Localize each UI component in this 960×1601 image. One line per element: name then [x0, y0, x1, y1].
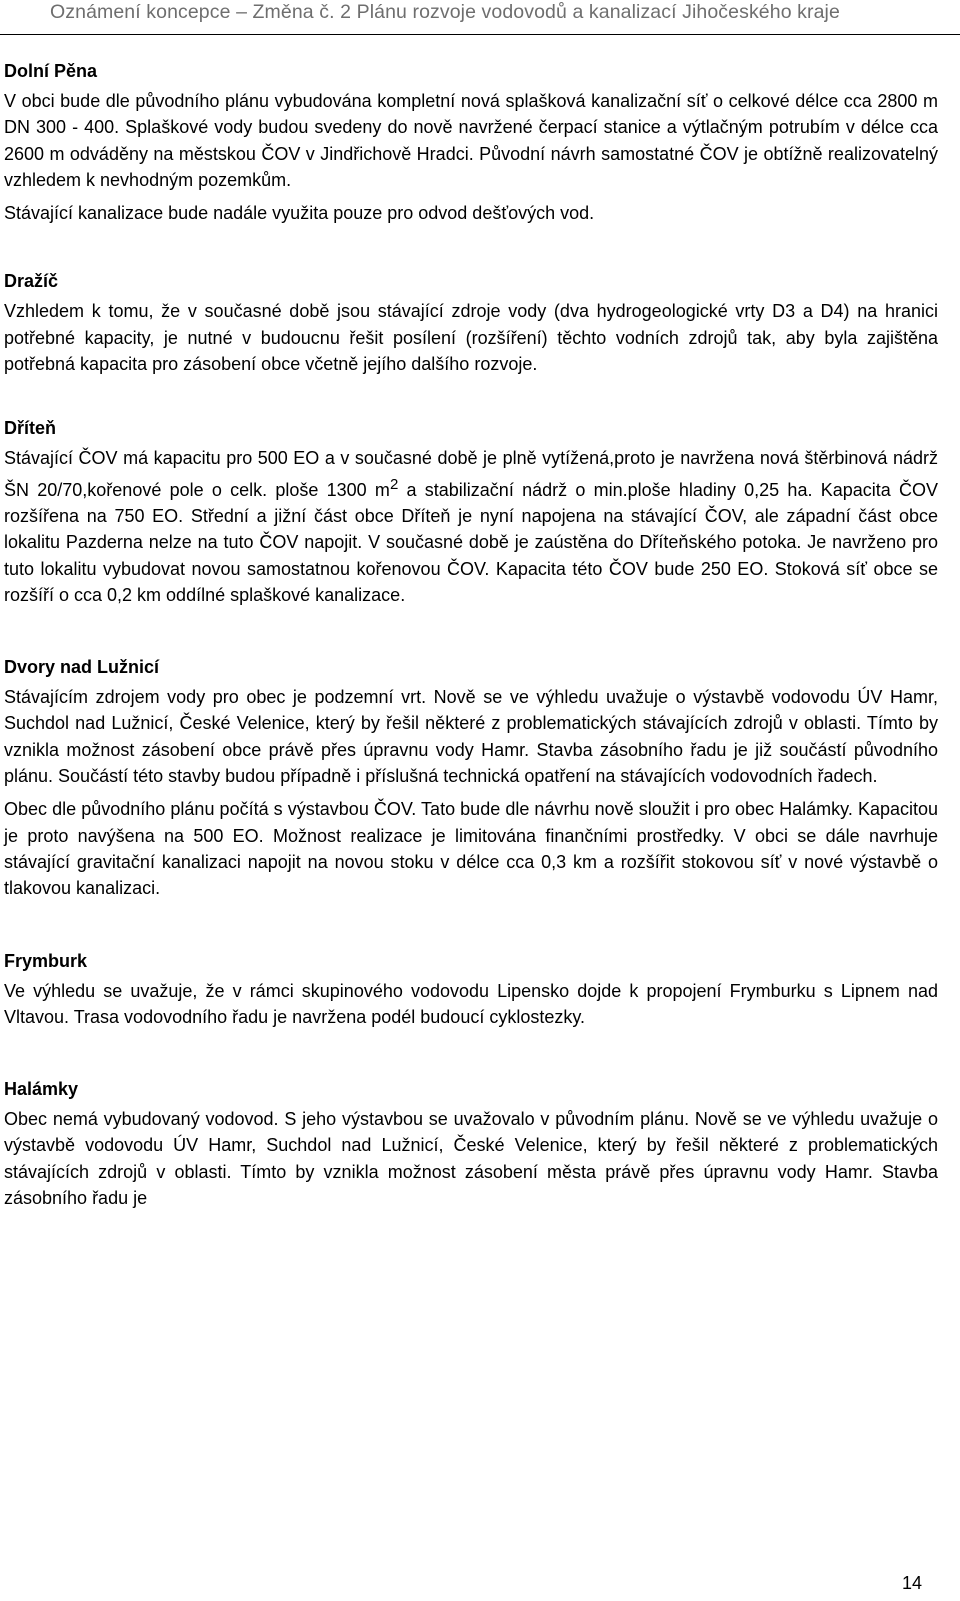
paragraph-text-after-superscript: a stabilizační nádrž o min.ploše hladiny 0,25 ha. Kapacita ČOV rozšířena na 750 EO. Střední a jižní část obce Dříteň je nyní napojena na stávající ČOV, ale západní část obce lokalitu Pazderna nelze na tuto ČOV napojit. V současné době je zaústěna do Dříteňského potoka. Je navrženo pro tuto lokalitu vybudovat novou samostatnou kořenovou ČOV. Kapacita této ČOV bude 250 EO. Stoková síť obce se rozšíří o cca 0,2 km oddílné splaškové kanalizace.	[4, 479, 938, 605]
section-heading: Dolní Pěna	[4, 61, 98, 81]
paragraph: Stávajícím zdrojem vody pro obec je podzemní vrt. Nově se ve výhledu uvažuje o výstavbě vodovodu ÚV Hamr, Suchdol nad Lužnicí, České Velenice, který by řešil některé z problematických stávajících zdrojů v oblasti. Tímto by vznikla možnost zásobení obce právě přes úpravnu vody Hamr. Stavba zásobního řadu je již součástí původního plánu. Součástí této stavby budou případně i příslušná technická opatření na stávajících vodovodních řadech.	[4, 687, 938, 787]
section-dolni-pena	[4, 58, 938, 226]
section-dvory-nad-luznici	[4, 654, 938, 901]
header-title: Oznámení koncepce – Změna č. 2 Plánu rozvoje vodovodů a kanalizací Jihočeského kraje	[50, 1, 840, 23]
section-heading: Frymburk	[4, 950, 88, 971]
document-body	[4, 58, 938, 1211]
paragraph: Stávající kanalizace bude nadále využita pouze pro odvod dešťových vod.	[4, 203, 595, 224]
section-heading: Dříteň	[4, 418, 57, 439]
section-halamky	[4, 1076, 938, 1211]
page-header	[0, 0, 960, 35]
section-heading: Dražíč	[4, 271, 59, 292]
paragraph: Obec dle původního plánu počítá s výstavbou ČOV. Tato bude dle návrhu nově sloužit i pro obec Halámky. Kapacitou je proto navýšena na 500 EO. Možnost realizace je limitována finančními prostředky. V obci se dále navrhuje stávající gravitační kanalizaci napojit na novou stoku v délce cca 0,3 km a rozšířit stokovou síť v nové výstavbě o tlakovou kanalizaci.	[4, 799, 938, 899]
page-number: 14	[901, 1573, 922, 1593]
section-frymburk	[4, 948, 938, 1031]
section-heading: Halámky	[4, 1079, 79, 1100]
superscript: 2	[389, 475, 399, 493]
paragraph: Ve výhledu se uvažuje, že v rámci skupinového vodovodu Lipensko dojde k propojení Frymburku s Lipnem nad Vltavou. Trasa vodovodního řadu je navržena podél budoucí cyklostezky.	[4, 980, 938, 1027]
paragraph	[4, 445, 938, 608]
paragraph: Obec nemá vybudovaný vodovod. S jeho výstavbou se uvažovalo v původním plánu. Nově se ve výhledu uvažuje o výstavbě vodovodu ÚV Hamr, Suchdol nad Lužnicí, České Velenice, který by řešil některé z problematických stávajících zdrojů v oblasti. Tímto by vznikla možnost zásobení města právě přes úpravnu vody Hamr. Stavba zásobního řadu je	[4, 1109, 938, 1209]
section-driten	[4, 415, 938, 608]
section-heading: Dvory nad Lužnicí	[4, 657, 160, 678]
section-drazic	[4, 268, 938, 377]
paragraph: V obci bude dle původního plánu vybudována kompletní nová splašková kanalizační síť o celkové délce cca 2800 m DN 300 - 400. Splaškové vody budou svedeny do nově navržené čerpací stanice a výtlačným potrubím v délce cca 2600 m odváděny na městskou ČOV v Jindřichově Hradci. Původní návrh samostatné ČOV je obtížně realizovatelný vzhledem k nevhodným pozemkům.	[4, 91, 938, 190]
paragraph: Vzhledem k tomu, že v současné době jsou stávající zdroje vody (dva hydrogeologické vrty D3 a D4) na hranici potřebné kapacity, je nutné v budoucnu řešit posílení (rozšíření) těchto vodních zdrojů tak, aby byla zajištěna potřebná kapacita pro zásobení obce včetně jejího dalšího rozvoje.	[4, 301, 938, 375]
paragraph-text-before-superscript: Stávající ČOV má kapacitu pro 500 EO a v současné době je plně vytížená,proto je navržena nová štěrbinová nádrž ŠN 20/70,kořenové pole o celk. ploše 1300 m	[4, 448, 938, 500]
